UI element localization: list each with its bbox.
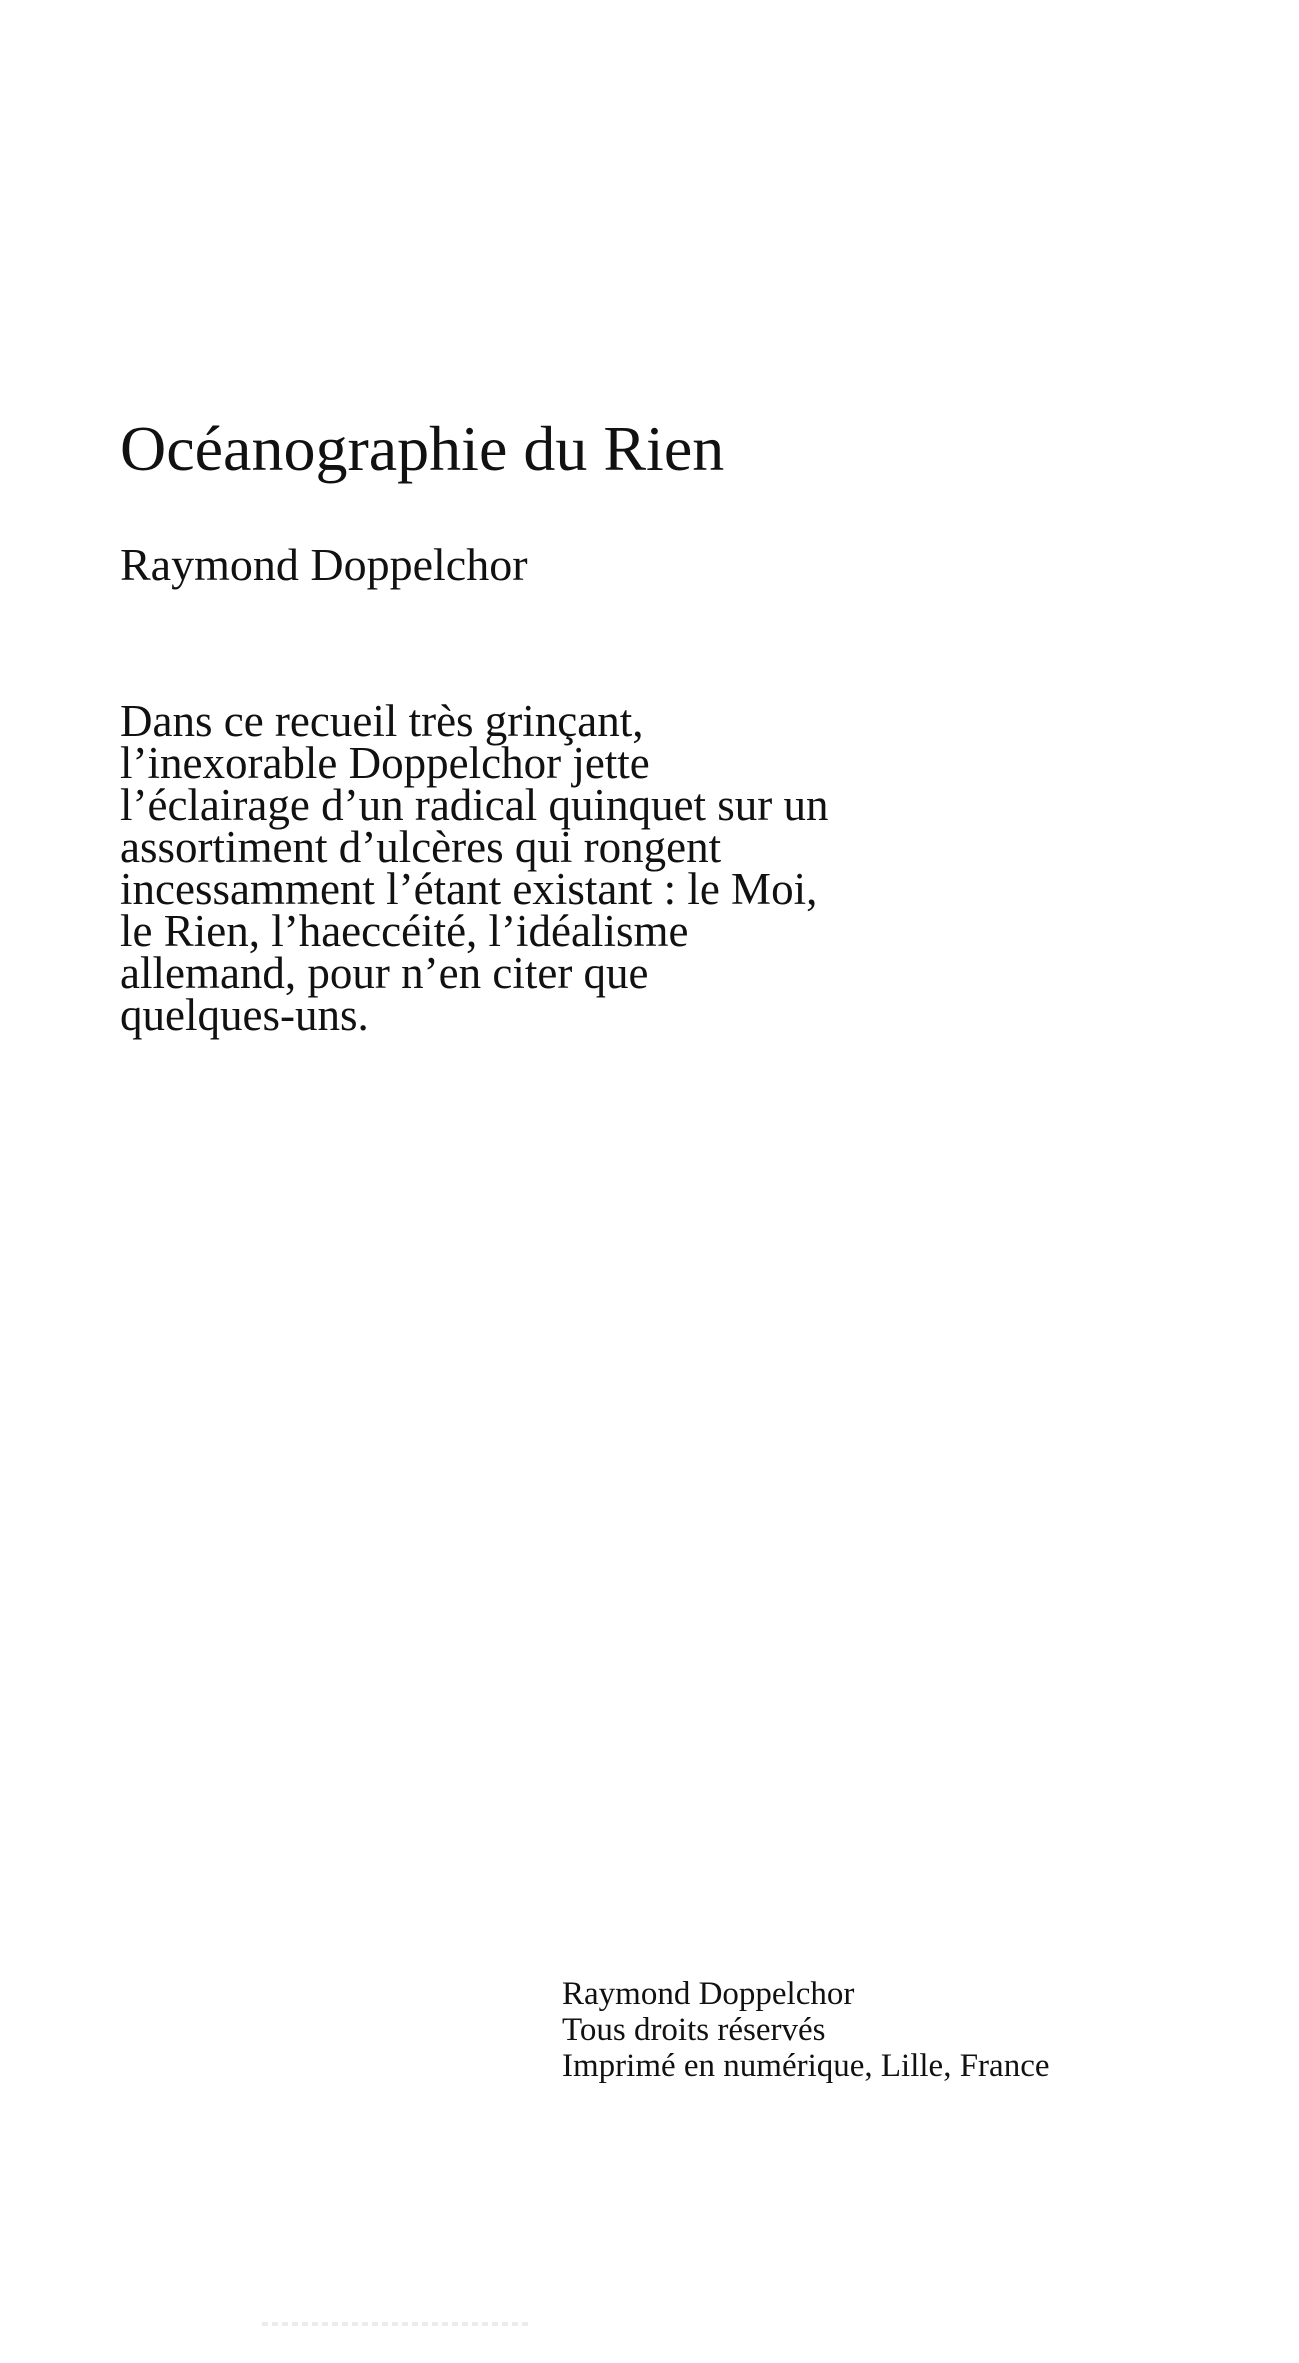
blurb-line: incessamment l’étant existant : le Moi, — [120, 864, 818, 914]
blurb-line: quelques-uns. — [120, 990, 369, 1040]
colophon-author: Raymond Doppelchor — [562, 1976, 855, 2012]
blurb-line: Dans ce recueil très grinçant, — [120, 696, 644, 746]
blurb-line: le Rien, l’haeccéité, l’idéalisme — [120, 906, 689, 956]
blurb-line: l’éclairage d’un radical quinquet sur un — [120, 780, 829, 830]
colophon — [562, 1976, 1050, 2084]
blurb-paragraph — [120, 696, 1020, 1040]
colophon-printed: Imprimé en numérique, Lille, France — [562, 2048, 1050, 2084]
faint-footer-mark — [262, 2322, 532, 2326]
book-title: Océanographie du Rien — [120, 413, 725, 484]
book-author: Raymond Doppelchor — [120, 539, 528, 590]
colophon-rights: Tous droits réservés — [562, 2012, 826, 2048]
blurb-line: assortiment d’ulcères qui rongent — [120, 822, 722, 872]
blurb-line: allemand, pour n’en citer que — [120, 948, 649, 998]
blurb-line: l’inexorable Doppelchor jette — [120, 738, 650, 788]
